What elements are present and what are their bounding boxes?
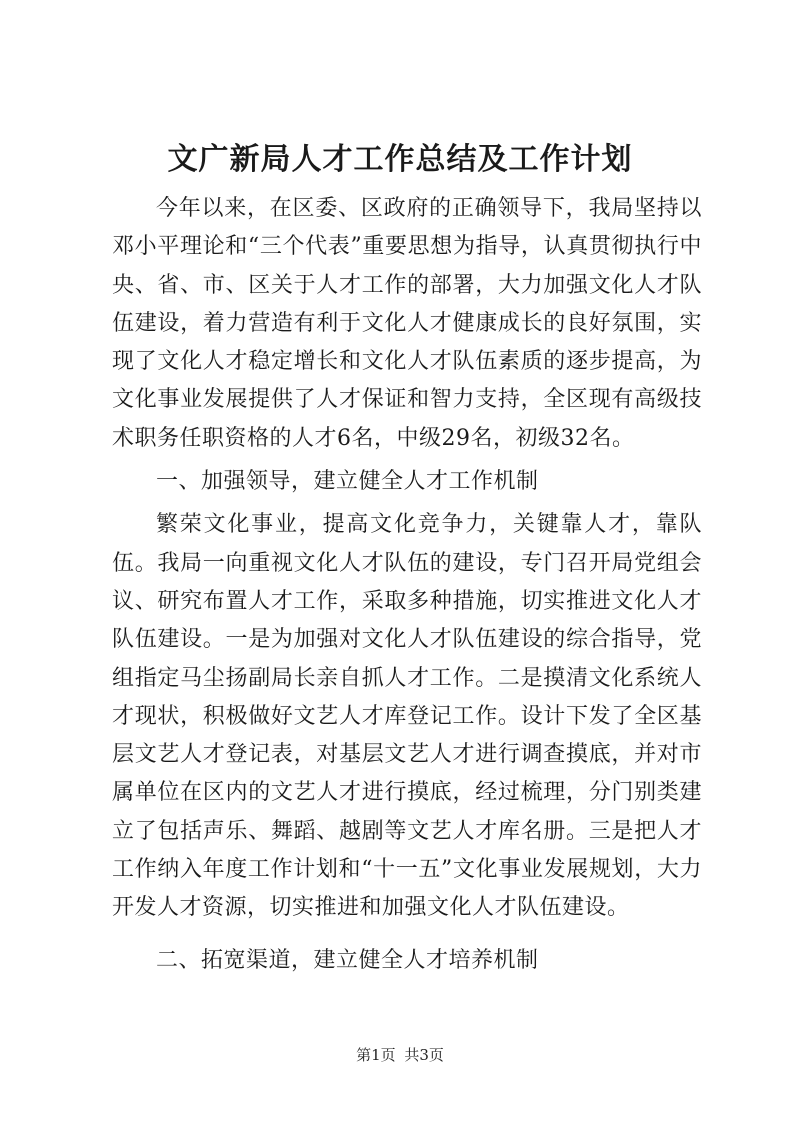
document-body (112, 190, 702, 985)
section-heading-1: 一、加强领导，建立健全人才工作机制 (156, 469, 539, 495)
intro-paragraph: 今年以来，在区委、区政府的正确领导下，我局坚持以邓小平理论和“三个代表”重要思想为指导，认真贯彻执行中央、省、市、区关于人才工作的部署，大力加强文化人才队伍建设，着力营造有利于文化人才健康成长的良好氛围，实现了文化人才稳定增长和文化人才队伍素质的逐步提高，为文化事业发展提供了人才保证和智力支持，全区现有高级技术职务任职资格的人才6名，中级29名，初级32名。 (112, 196, 702, 451)
section-heading-2: 二、拓宽渠道，建立健全人才培养机制 (156, 947, 539, 973)
document-title: 文广新局人才工作总结及工作计划 (167, 142, 633, 177)
page-number: 第1页 (356, 1046, 396, 1064)
section-1-paragraph: 繁荣文化事业，提高文化竞争力，关键靠人才，靠队伍。我局一向重视文化人才队伍的建设，专门召开局党组会议、研究布置人才工作，采取多种措施，切实推进文化人才队伍建设。一是为加强对文化人才队伍建设的综合指导，党组指定马尘扬副局长亲自抓人才工作。二是摸清文化系统人才现状，积极做好文艺人才库登记工作。设计下发了全区基层文艺人才登记表，对基层文艺人才进行调查摸底，并对市属单位在区内的文艺人才进行摸底，经过梳理，分门别类建立了包括声乐、舞蹈、越剧等文艺人才库名册。三是把人才工作纳入年度工作计划和“十一五”文化事业发展规划，大力开发人才资源，切实推进和加强文化人才队伍建设。 (112, 512, 702, 921)
page-footer (0, 1044, 800, 1065)
page-total: 共3页 (404, 1046, 444, 1064)
